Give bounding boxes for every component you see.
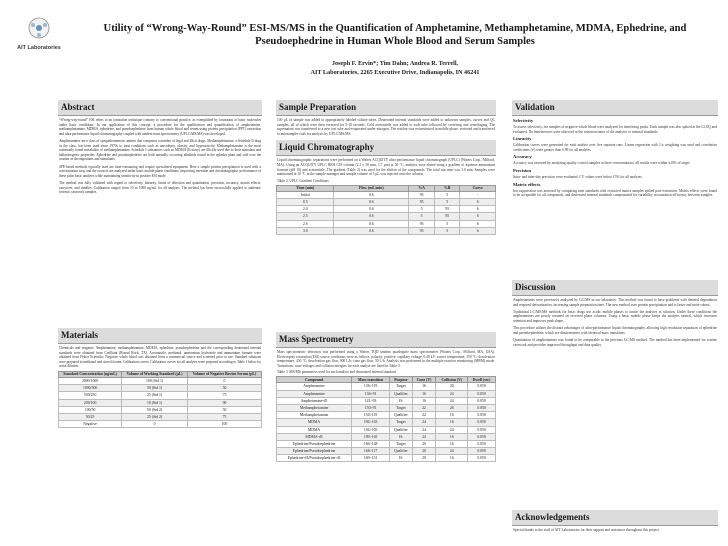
ms-section (276, 332, 496, 462)
discussion-paragraph: Traditional LC/MS/MS methods for basic drugs use acidic mobile phases to ionize the analytes in solution. Under these conditions the amphetamines are poorly retained on reversed phase columns. Using a basic mobile phase keeps the analytes neutral, which increases retention and improves peak shape. (513, 309, 717, 323)
table-cell: 24 (436, 448, 468, 455)
affiliation: AIT Laboratories, 2265 Executive Drive, Indianapolis, IN 46241 (310, 69, 480, 76)
discussion-body (513, 298, 717, 347)
table-row (59, 413, 262, 420)
gradient-table-body (277, 191, 496, 234)
gradient-table (276, 185, 496, 235)
table-cell: 50/25 (59, 413, 122, 420)
table-cell: 141>93 (352, 397, 390, 404)
table-row (59, 406, 262, 413)
table-cell: 2.6 (277, 220, 334, 227)
table-cell: 24 (412, 426, 436, 433)
abstract-paragraph: “Wrong-way-round” ESI refers to an ionization technique contrary to conventional practice, as exemplified by ionization of basic molecules under basic conditions. In our application of this concept, a procedure for the qualification and quantification of amphetamine, methamphetamine, MDMA, ephedrine, and pseudoephedrine from human whole blood and serum using protein precipitation (PPT) extraction and ultra performance liquid chromatography coupled with tandem mass spectrometry (UPLC/MS/MS) was developed. (59, 118, 261, 136)
table-header: Time (min) (277, 185, 334, 191)
table-cell: 26 (436, 404, 468, 411)
table-cell: Qualifier (390, 390, 413, 397)
table-cell: 25 (Std 2) (122, 413, 188, 420)
table-row (277, 390, 496, 397)
table-cell: 194>105 (352, 426, 390, 433)
title-line-2: Pseudoephedrine in Human Whole Blood and Serum Samples (255, 36, 535, 47)
table-cell: Initial (277, 191, 334, 198)
table-cell: 0.050 (468, 404, 496, 411)
table-cell: 25 (Std 1) (122, 392, 188, 399)
table-row (277, 191, 496, 198)
table-cell: Qualifier (390, 426, 413, 433)
table-cell: 0.6 (334, 213, 409, 220)
table-row (59, 385, 262, 392)
title-line-1: Utility of “Wrong-Way-Round” ESI-MS/MS in the Quantification of Amphetamine, Methamphetamine, MDMA, Ephedrine, and (103, 23, 687, 34)
table-row (277, 412, 496, 419)
acknowledgements-body: Special thanks to the staff of AIT Laboratories for their support and assistance throughout this project. (513, 528, 660, 532)
table-cell: 3.0 (277, 227, 334, 234)
lc-body: Liquid chromatographic separations were performed on a Waters ACQUITY ultra performance liquid chromatograph (UPLC) (Waters Corp., Milford, MA). Using an ACQUITY UPLC BEH C18 column (2.1 x 50 mm, 1.7 µm) at 50 °C, analytes were eluted using a gradient of aqueous ammonium formate (pH 10) and acetonitrile. The gradient (Table 2) was used for the elution of the compounds. The total run time was 3.0 min. Samples were maintained at 10 °C in the sample manager and sample volume of 5 µL was injected onto the column. (277, 158, 495, 177)
validation-text: Intra- and inter-day precision were evaluated; CV values were below 15% for all analytes. (513, 174, 643, 179)
table-cell: 0.6 (334, 220, 409, 227)
table-cell: 6 (460, 213, 496, 220)
table-cell: 0.050 (468, 390, 496, 397)
table-cell: 16 (412, 383, 436, 390)
table-cell: 166>148 (352, 440, 390, 447)
table-cell: 24 (436, 397, 468, 404)
table-header: Volume of Working Standard (µL) (122, 371, 188, 377)
table-row (277, 433, 496, 440)
authors: Joseph F. Ervin*; Tim Dahn; Andrea R. Terrell, (331, 60, 459, 67)
table-cell: 1000/500 (59, 385, 122, 392)
validation-subheading: Accuracy (513, 154, 532, 160)
table-cell: 50 (187, 385, 261, 392)
table-cell: 150>119 (352, 412, 390, 419)
table-cell: 166>117 (352, 448, 390, 455)
table-cell: 0 (122, 421, 188, 428)
table-row (59, 377, 262, 384)
poster-title (80, 22, 710, 48)
table-row (277, 440, 496, 447)
table-cell: 6 (460, 227, 496, 234)
table-cell: 0.050 (468, 433, 496, 440)
ms-body: Mass spectrometric detection was performed using a Waters TQD tandem quadrupole mass spectrometer (Waters Corp., Milford, MA, USA). Electrospray ionization (ESI) source conditions were as follows: polarity, positive; capillary voltage, 0.40 kV; source temperature, 150 °C; desolvation temperature, 450 °C; desolvation gas flow, 900 L/h; cone gas flow, 50 L/h. Analysis was performed in the multiple reaction monitoring (MRM) mode. Transitions, cone voltages and collision energies for each analyte are listed in Table 3. (277, 350, 495, 368)
materials-body: Chemicals and reagents: Amphetamine, methamphetamine, MDMA, ephedrine, pseudoephedrine and the corresponding deuterated internal standards were obtained from Cerilliant (Round Rock, TX). Acetonitrile, methanol, ammonium hydroxide and ammonium formate were obtained from Fisher Scientific. Negative whole blood was obtained from a commercial source and screened prior to use. Standard solutions were prepared in methanol and stored frozen. Calibration curves: Calibration curves for all analytes were prepared according to Table 1 below by serial dilution. (59, 346, 261, 369)
table-cell: 0.6 (334, 227, 409, 234)
table-row (277, 220, 496, 227)
table-cell: 24 (412, 433, 436, 440)
table-row (277, 448, 496, 455)
ms-heading: Mass Spectrometry (276, 332, 496, 348)
table-cell: 2.0 (277, 206, 334, 213)
table-header: Cone (V) (412, 377, 436, 383)
validation-subheading: Matrix effects (513, 181, 541, 187)
table-row (277, 455, 496, 462)
acknowledgements-section (512, 510, 718, 533)
lc-table-caption: Table 2. UPLC Gradient Conditions (277, 178, 329, 183)
table-cell: - (460, 191, 496, 198)
validation-text: Ion suppression was assessed by comparing neat standards with extracted matrix samples spiked post-extraction. Matrix effects were found to be acceptable for all compounds, and deuterated internal standards compensated for variability in ionization efficiency between samples. (513, 188, 717, 198)
table-cell: 5 (409, 213, 435, 220)
table-header: Mass transition (352, 377, 390, 383)
column-middle (276, 100, 496, 461)
table-cell: 2000/1000 (59, 377, 122, 384)
table-cell: 0.050 (468, 426, 496, 433)
table-cell: 0.050 (468, 383, 496, 390)
table-row (277, 419, 496, 426)
table-cell: 0.5 (277, 198, 334, 205)
discussion-section (512, 280, 718, 350)
table-cell: MDMA (277, 419, 352, 426)
table-cell: 200/100 (59, 399, 122, 406)
table-cell: 75 (187, 413, 261, 420)
table-cell: 20 (412, 455, 436, 462)
column-right (512, 100, 718, 532)
discussion-paragraph: Quantitation of amphetamines was found to be comparable to the previous GC/MS method. The method has been implemented for routine casework and provides improved throughput and data quality. (513, 337, 717, 347)
table-cell: MDMA-d5 (277, 433, 352, 440)
table-row (59, 392, 262, 399)
table-cell: 0 (187, 377, 261, 384)
table-cell: 5 (409, 206, 435, 213)
table-cell: Amphetamine (277, 383, 352, 390)
table-cell: 5 (435, 220, 460, 227)
table-row (59, 421, 262, 428)
table-row (277, 213, 496, 220)
calibration-table-body (59, 377, 262, 427)
table-cell: 150>91 (352, 404, 390, 411)
abstract-paragraph: Amphetamines are a class of sympathomimetic amines that comprises a number of legal and illicit drugs. Methamphetamine, a Schedule II drug in the class, has been used since 1970s to treat conditions such as narcolepsy, obesity, and hyperactivity. Methamphetamine is the most commonly found metabolite of methamphetamine. Schedule I substances such as MDMA (Ecstasy) are illicitly used due to their stimulant and hallucinogenic properties. Ephedrine and pseudoephedrine are both naturally occurring alkaloids found in the ephedra plant and sold over the counter as decongestants and stimulants. (59, 138, 261, 162)
table-cell: 16 (412, 397, 436, 404)
acknowledgements-heading: Acknowledgements (512, 510, 718, 526)
table-cell: 16 (436, 433, 468, 440)
materials-heading: Materials (58, 328, 262, 344)
table-cell: 95 (435, 206, 460, 213)
table-cell: Qualifier (390, 448, 413, 455)
discussion-heading: Discussion (512, 280, 718, 296)
table-row (277, 206, 496, 213)
table-cell: 16 (436, 419, 468, 426)
table-header: Compound (277, 377, 352, 383)
table-cell: 500/250 (59, 392, 122, 399)
mrm-table-body (277, 383, 496, 462)
table-cell: 136>91 (352, 390, 390, 397)
table-cell: 100/50 (59, 406, 122, 413)
table-cell: 194>163 (352, 419, 390, 426)
table-cell: 16 (436, 412, 468, 419)
table-cell: 90 (187, 399, 261, 406)
table-cell: 0.050 (468, 397, 496, 404)
table-row (277, 227, 496, 234)
table-header: Standard Concentration (ng/mL) (59, 371, 122, 377)
table-cell: 24 (436, 426, 468, 433)
table-cell: 2.5 (277, 213, 334, 220)
table-cell: 0.050 (468, 448, 496, 455)
table-cell: 136>119 (352, 383, 390, 390)
validation-subheading: Selectivity (513, 118, 534, 123)
logo-text: AIT Laboratories (17, 45, 61, 51)
table-cell: 0.050 (468, 440, 496, 447)
validation-text: Accuracy was assessed by analyzing quality control samples at three concentrations; all results were within ±20% of target. (513, 161, 691, 166)
table-header: Flow (mL/min) (334, 185, 409, 191)
table-cell: 22 (412, 404, 436, 411)
table-cell: IS (390, 433, 413, 440)
calibration-table (58, 371, 262, 428)
table-cell: 0.6 (334, 206, 409, 213)
table-row (277, 404, 496, 411)
table-cell: 199>165 (352, 433, 390, 440)
sample-prep-body: 100 µL of sample was added to appropriately labeled culture tubes. Deuterated internal standards were added to unknown samples, curves and QC samples, all of which were then vortexed for 5-10 seconds. Cold acetonitrile was added to each tube followed by vortexing and centrifuging. The supernatant was transferred to a new test tube and evaporated under nitrogen. The residue was reconstituted in mobile phase, vortexed and transferred to autosampler vials for analysis by UPLC/MS/MS. (277, 118, 495, 136)
table-cell: 0.6 (334, 191, 409, 198)
mrm-table (276, 376, 496, 462)
table-cell: MDMA (277, 426, 352, 433)
table-header: Purpose (390, 377, 413, 383)
table-cell: Target (390, 440, 413, 447)
table-cell: 5 (435, 198, 460, 205)
table-row (277, 397, 496, 404)
table-cell: Qualifier (390, 412, 413, 419)
table-cell: 24 (436, 390, 468, 397)
table-header: Volume of Negative Bovine Serum (µL) (187, 371, 261, 377)
table-header: Dwell (sec) (468, 377, 496, 383)
table-cell: 95 (409, 227, 435, 234)
table-header: Curve (460, 185, 496, 191)
table-cell: 20 (436, 383, 468, 390)
table-cell: 95 (409, 191, 435, 198)
materials-section (58, 328, 262, 428)
validation-subheading: Linearity (513, 136, 532, 142)
table-cell: Methamphetamine (277, 412, 352, 419)
table-cell: 5 (435, 191, 460, 198)
table-cell: 50 (Std 2) (122, 406, 188, 413)
table-cell: 95 (409, 220, 435, 227)
table-row (277, 383, 496, 390)
table-cell: Methamphetamine (277, 404, 352, 411)
abstract-paragraph: The method was fully validated with regard to selectivity, linearity, limits of detection and quantitation, precision, accuracy, matrix effects, carryover, and stability. Calibration ranged from 10 to 1000 ng/mL for all analytes. The method has been successfully applied to authentic forensic casework samples. (59, 180, 261, 195)
table-cell: 22 (412, 412, 436, 419)
table-cell: 75 (187, 392, 261, 399)
table-cell: 0.6 (334, 198, 409, 205)
validation-body (512, 118, 718, 198)
table-cell: Ephedrine/Pseudoephedrine (277, 440, 352, 447)
sample-prep-heading: Sample Preparation (276, 100, 496, 116)
table-cell: 5 (435, 227, 460, 234)
abstract-paragraph: SPE-based methods typically used are time-consuming and require specialized equipment. Here a simple protein precipitation is used with a concentration step, and the extracts are analyzed under basic mobile phase conditions, improving retention and chromatographic performance of these polar basic analytes while maintaining sensitivity in positive ESI mode. (59, 164, 261, 178)
abstract-body (59, 118, 261, 195)
table-cell: 50 (Std 1) (122, 385, 188, 392)
table-row (59, 399, 262, 406)
lc-heading: Liquid Chromatography (276, 140, 496, 156)
table-row (277, 426, 496, 433)
table-cell: Target (390, 383, 413, 390)
ait-logo-icon (17, 16, 61, 56)
discussion-paragraph: Amphetamines were previously analyzed by GC/MS in our laboratory. This method was found to have problems with thermal degradation and required derivatization, increasing sample preparation time. The new method uses protein precipitation and is faster and more robust. (513, 298, 717, 307)
table-header: %A (409, 185, 435, 191)
table-cell: Negative (59, 421, 122, 428)
table-cell: 24 (412, 419, 436, 426)
table-cell: Ephedrine/Pseudoephedrine (277, 448, 352, 455)
table-cell: IS (390, 397, 413, 404)
table-cell: 169>151 (352, 455, 390, 462)
validation-subheading: Precision (513, 167, 532, 173)
discussion-paragraph: This procedure utilizes the distinct advantages of ultra-performance liquid chromatography, allowing high resolution separation of ephedrine and pseudoephedrine, which are diastereomers with identical mass transitions. (513, 326, 717, 335)
table-cell: Target (390, 419, 413, 426)
table-cell: 100 (187, 421, 261, 428)
table-cell: 0.050 (468, 412, 496, 419)
column-left (58, 100, 262, 427)
table-cell: 6 (460, 206, 496, 213)
table-header: %B (435, 185, 460, 191)
table-cell: 20 (412, 448, 436, 455)
table-cell: Amphetamine-d5 (277, 397, 352, 404)
table-cell: 50 (187, 406, 261, 413)
ms-table-caption: Table 3. MS/MS parameters used for each analyte and deuterated internal standard (277, 370, 396, 375)
table-row (277, 198, 496, 205)
table-cell: 6 (460, 198, 496, 205)
table-cell: 16 (436, 455, 468, 462)
table-cell: Target (390, 404, 413, 411)
table-cell: 10 (Std 1) (122, 399, 188, 406)
validation-heading: Validation (512, 100, 718, 116)
table-cell: 95 (435, 213, 460, 220)
table-cell: Ephedrine-d3/Pseudoephedrine-d3 (277, 455, 352, 462)
table-header: Collision (V) (436, 377, 468, 383)
table-cell: 95 (409, 198, 435, 205)
validation-text: To assess selectivity, ten samples of negative whole blood were analyzed for interfering peaks. Each sample was also spiked at the LLOQ and evaluated. No interferences were observed at the retention times of the analytes or internal standards. (513, 125, 717, 134)
poster-header (0, 0, 728, 92)
table-cell: 16 (412, 390, 436, 397)
validation-text: Calibration curves were generated for each analyte over five separate runs. Linear regression with 1/x weighting was used and correlation coefficients (r²) were greater than 0.99 for all analytes. (513, 143, 717, 152)
table-cell: 0.050 (468, 419, 496, 426)
abstract-heading: Abstract (58, 100, 262, 116)
table-cell: 100 (Std 1) (122, 377, 188, 384)
table-cell: 16 (436, 440, 468, 447)
table-cell: Amphetamine (277, 390, 352, 397)
table-cell: 0.050 (468, 455, 496, 462)
table-cell: 20 (412, 440, 436, 447)
table-cell: IS (390, 455, 413, 462)
table-cell: 6 (460, 220, 496, 227)
